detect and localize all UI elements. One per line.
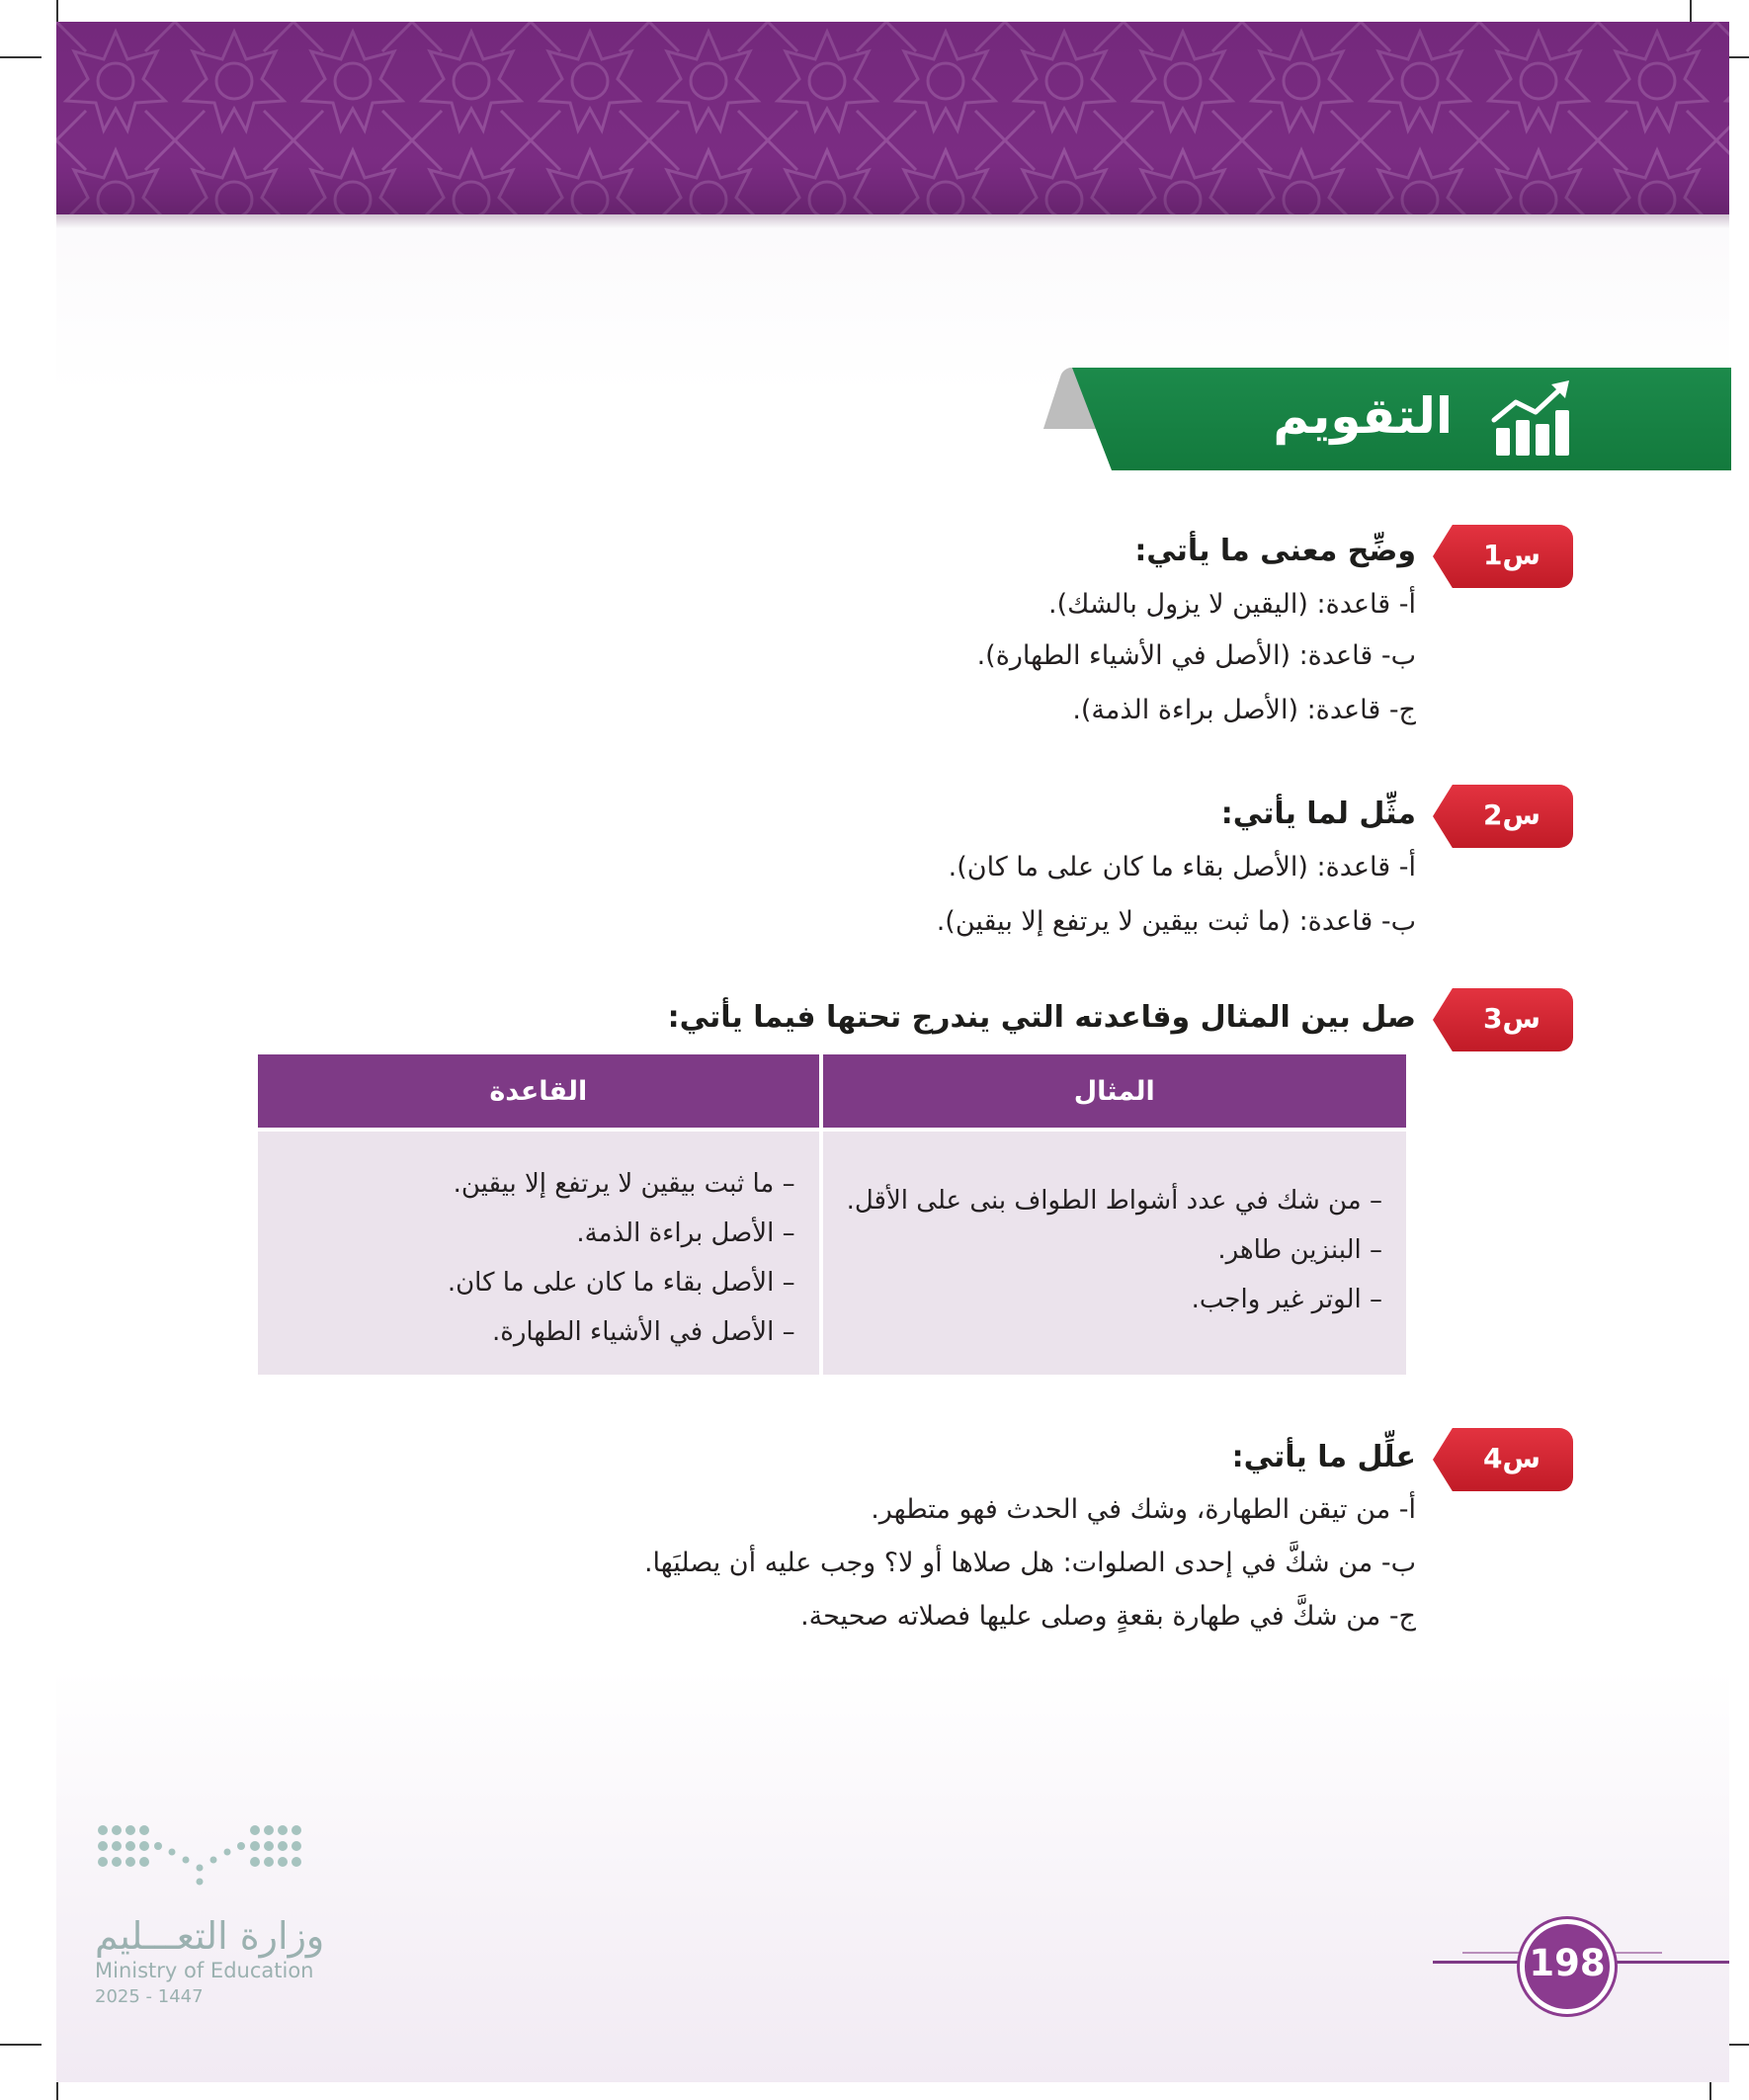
rule-item: – الأصل براءة الذمة. <box>576 1218 795 1248</box>
example-item: – الوتر غير واجب. <box>1191 1285 1382 1314</box>
ministry-name-arabic: وزارة التعـــليم <box>95 1914 325 1958</box>
question-number-1: س1 <box>1482 539 1541 571</box>
ministry-name-english: Ministry of Education <box>95 1959 314 1982</box>
question-3-heading: صل بين المثال وقاعدته التي يندرج تحتها فيما يأتي: <box>667 1000 1416 1035</box>
crop-mark <box>0 56 42 58</box>
page-number-rule <box>1433 1961 1522 1964</box>
question-1-item-a: أ- قاعدة: (اليقين لا يزول بالشك). <box>1048 589 1416 620</box>
ministry-logo-icon <box>95 1822 308 1893</box>
question-2-item-a: أ- قاعدة: (الأصل بقاء ما كان على ما كان). <box>948 852 1416 882</box>
column-header-example: المثال <box>823 1054 1406 1128</box>
question-1-item-c: ج- قاعدة: (الأصل براءة الذمة). <box>1072 695 1416 725</box>
question-1-heading: وضِّح معنى ما يأتي: <box>1134 534 1416 568</box>
question-4-item-c: ج- من شكَّ في طهارة بقعةٍ وصلى عليها فصلاته صحيحة. <box>800 1601 1416 1632</box>
question-4-heading: علِّل ما يأتي: <box>1231 1440 1416 1474</box>
page-number-rule <box>1462 1952 1522 1954</box>
rule-item: – ما ثبت بيقين لا يرتفع إلا بيقين. <box>453 1169 795 1199</box>
crop-mark <box>1690 0 1692 22</box>
crop-mark <box>56 2082 58 2100</box>
question-4-item-b: ب- من شكَّ في إحدى الصلوات: هل صلاها أو لا؟ وجب عليه أن يصليَها. <box>643 1548 1416 1578</box>
question-number-3: س3 <box>1482 1002 1541 1035</box>
rules-cell <box>258 1132 819 1375</box>
question-number-4: س4 <box>1482 1442 1541 1474</box>
example-item: – البنزين طاهر. <box>1217 1235 1382 1265</box>
question-4-item-a: أ- من تيقن الطهارة، وشك في الحدث فهو متطهر. <box>871 1494 1416 1525</box>
crop-mark <box>1709 2082 1711 2100</box>
geometric-pattern <box>56 22 1729 214</box>
question-1-item-b: ب- قاعدة: (الأصل في الأشياء الطهارة). <box>976 640 1416 671</box>
growth-chart-icon <box>1490 380 1573 460</box>
examples-cell <box>823 1132 1406 1375</box>
banner-shadow <box>56 214 1729 228</box>
header-banner <box>56 22 1729 214</box>
edition-years: 2025 - 1447 <box>95 1986 204 2007</box>
question-2-heading: مثِّل لما يأتي: <box>1220 797 1416 831</box>
column-header-rule: القاعدة <box>258 1054 819 1128</box>
page-number-rule <box>1613 1952 1662 1954</box>
example-item: – من شك في عدد أشواط الطواف بنى على الأقل. <box>846 1186 1382 1216</box>
question-number-2: س2 <box>1482 798 1541 831</box>
crop-mark <box>0 2044 42 2046</box>
matching-table <box>254 1050 1410 1379</box>
question-2-item-b: ب- قاعدة: (ما ثبت بيقين لا يرتفع إلا بيقين). <box>936 906 1416 937</box>
rule-item: – الأصل في الأشياء الطهارة. <box>491 1317 795 1347</box>
page-number-rule <box>1613 1961 1729 1964</box>
crop-mark <box>56 0 58 22</box>
rule-item: – الأصل بقاء ما كان على ما كان. <box>447 1268 795 1298</box>
section-title: التقويم <box>1273 387 1453 445</box>
page-number: 198 <box>1529 1942 1606 1984</box>
